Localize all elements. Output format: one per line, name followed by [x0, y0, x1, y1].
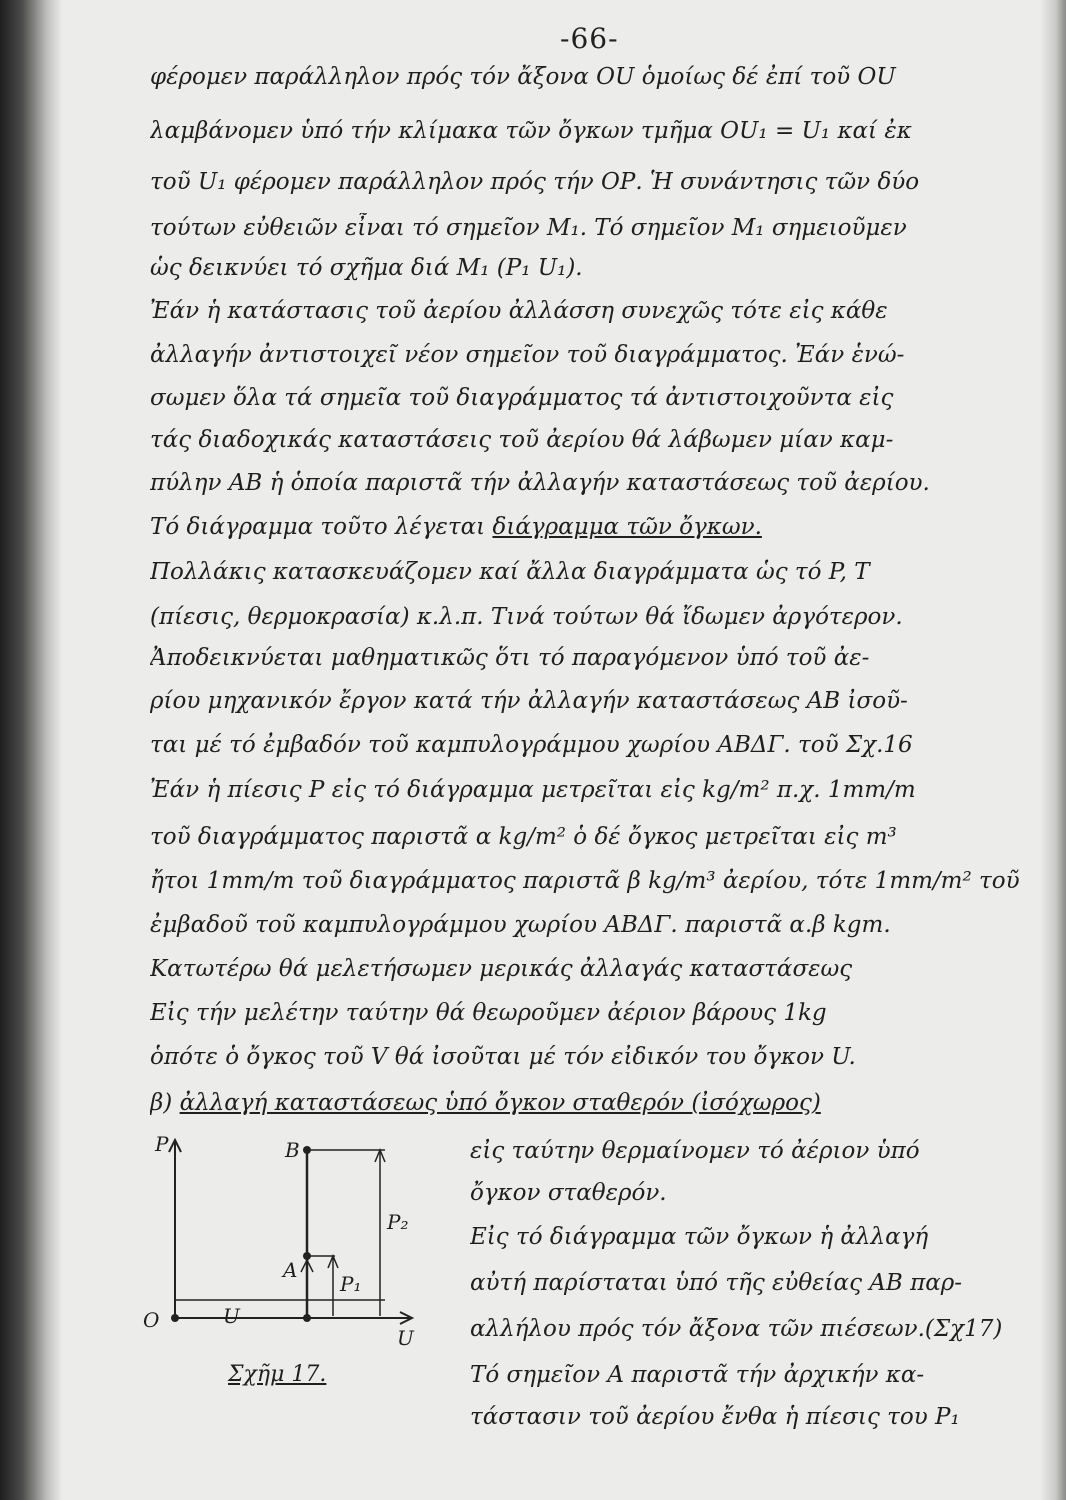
- text-line: αὐτή παρίσταται ὑπό τῆς εὐθείας ΑΒ παρ-: [470, 1270, 963, 1296]
- text-line: Πολλάκις κατασκευάζομεν καί ἄλλα διαγράμματα ὡς τό P, T: [150, 559, 870, 585]
- u-dimension-label: U: [223, 1304, 240, 1328]
- text-line: τοῦ διαγράμματος παριστᾶ α kg/m² ὁ δέ ὄγκος μετρεῖται εἰς m³: [150, 824, 897, 850]
- text-line: Ἀποδεικνύεται μαθηματικῶς ὅτι τό παραγόμενον ὑπό τοῦ ἀε-: [150, 645, 870, 671]
- u-foot-dot: [303, 1314, 311, 1322]
- text-line: τάς διαδοχικάς καταστάσεις τοῦ ἀερίου θά λάβωμεν μίαν καμ-: [150, 427, 894, 453]
- text-line: (πίεσις, θερμοκρασία) κ.λ.π. Τινά τούτων θά ἴδωμεν ἀργότερον.: [150, 604, 903, 630]
- section-heading-line: [150, 1088, 1045, 1118]
- text-line: Εἰς τήν μελέτην ταύτην θά θεωροῦμεν ἀέριον βάρους 1kg: [150, 1000, 827, 1026]
- page-number: -66-: [560, 22, 619, 55]
- text-line: αλλήλου πρός τόν ἄξονα τῶν πιέσεων.(Σχ17): [470, 1316, 1003, 1342]
- point-b-label: B: [285, 1138, 300, 1162]
- text-line: ὄγκον σταθερόν.: [470, 1180, 667, 1206]
- p2-label: P₂: [387, 1210, 409, 1234]
- text-line: [150, 512, 1045, 542]
- text-line: Ἐάν ἡ κατάστασις τοῦ ἀερίου ἀλλάσση συνεχῶς τότε εἰς κάθε: [150, 298, 888, 324]
- text-line: ται μέ τό ἐμβαδόν τοῦ καμπυλογράμμου χωρίου ΑΒΔΓ. τοῦ Σχ.16: [150, 732, 913, 758]
- figure-caption: Σχῆμ 17.: [228, 1362, 327, 1387]
- book-spine-shadow: [0, 0, 62, 1500]
- origin-label: O: [143, 1308, 160, 1332]
- text-line: Κατωτέρω θά μελετήσωμεν μερικάς ἀλλαγάς καταστάσεως: [150, 956, 853, 982]
- text-line: εἰς ταύτην θερμαίνομεν τό ἀέριον ὑπό: [470, 1138, 920, 1164]
- u-axis-label: U: [397, 1326, 414, 1350]
- text-line: τοῦ U₁ φέρομεν παράλληλον πρός τήν ΟΡ. Ἡ συνάντησις τῶν δύο: [150, 169, 920, 195]
- text-line: ἤτοι 1mm/m τοῦ διαγράμματος παριστᾶ β kg/m³ ἀερίου, τότε 1mm/m² τοῦ: [150, 868, 1020, 894]
- origin-dot: [171, 1314, 179, 1322]
- text-line: ρίου μηχανικόν ἔργον κατά τήν ἀλλαγήν καταστάσεως ΑΒ ἰσοῦ-: [150, 688, 908, 714]
- text-line: τάστασιν τοῦ ἀερίου ἔνθα ἡ πίεσις του P₁: [470, 1404, 960, 1430]
- text-line: σωμεν ὅλα τά σημεῖα τοῦ διαγράμματος τά ἀντιστοιχοῦντα εἰς: [150, 385, 894, 411]
- p1-label: P₁: [340, 1272, 362, 1296]
- point-a-label: A: [283, 1258, 298, 1282]
- text-line: ἐμβαδοῦ τοῦ καμπυλογράμμου χωρίου ΑΒΔΓ. παριστᾶ α.β kgm.: [150, 912, 891, 938]
- text-line: λαμβάνομεν ὑπό τήν κλίμακα τῶν ὄγκων τμῆμα ΟU₁ = U₁ καί ἐκ: [150, 118, 912, 144]
- text-line: ἀλλαγήν ἀντιστοιχεῖ νέον σημεῖον τοῦ διαγράμματος. Ἐάν ἑνώ-: [150, 342, 905, 368]
- text-line: Τό σημεῖον Α παριστᾶ τήν ἀρχικήν κα-: [470, 1362, 925, 1388]
- text-line: Ἐάν ἡ πίεσις Ρ εἰς τό διάγραμμα μετρεῖται εἰς kg/m² π.χ. 1mm/m: [150, 777, 916, 803]
- text-line: τούτων εὐθειῶν εἶναι τό σημεῖον Μ₁. Τό σημεῖον Μ₁ σημειοῦμεν: [150, 215, 907, 241]
- text-line: ὁπότε ὁ ὄγκος τοῦ V θά ἰσοῦται μέ τόν εἰδικόν του ὄγκον U.: [150, 1044, 856, 1070]
- text-line-lead: Τό διάγραμμα τοῦτο λέγεται: [150, 514, 493, 540]
- section-heading: ἀλλαγή καταστάσεως ὑπό ὄγκον σταθερόν (ἰσόχωρος): [179, 1090, 821, 1116]
- text-line: Εἰς τό διάγραμμα τῶν ὄγκων ἡ ἀλλαγή: [470, 1224, 929, 1250]
- p-axis-label: P: [155, 1132, 169, 1156]
- text-line: ὡς δεικνύει τό σχῆμα διά Μ₁ (P₁ U₁).: [150, 255, 583, 281]
- text-line: πύλην ΑΒ ἡ ὁποία παριστᾶ τήν ἀλλαγήν καταστάσεως τοῦ ἀερίου.: [150, 470, 930, 496]
- section-marker: β): [150, 1090, 180, 1116]
- point-b-dot: [303, 1146, 311, 1154]
- text-line: φέρομεν παράλληλον πρός τόν ἄξονα ΟU ὁμοίως δέ ἐπί τοῦ ΟU: [150, 64, 896, 90]
- underlined-term: διάγραμμα τῶν ὄγκων.: [492, 514, 762, 540]
- isochoric-diagram: [135, 1130, 435, 1400]
